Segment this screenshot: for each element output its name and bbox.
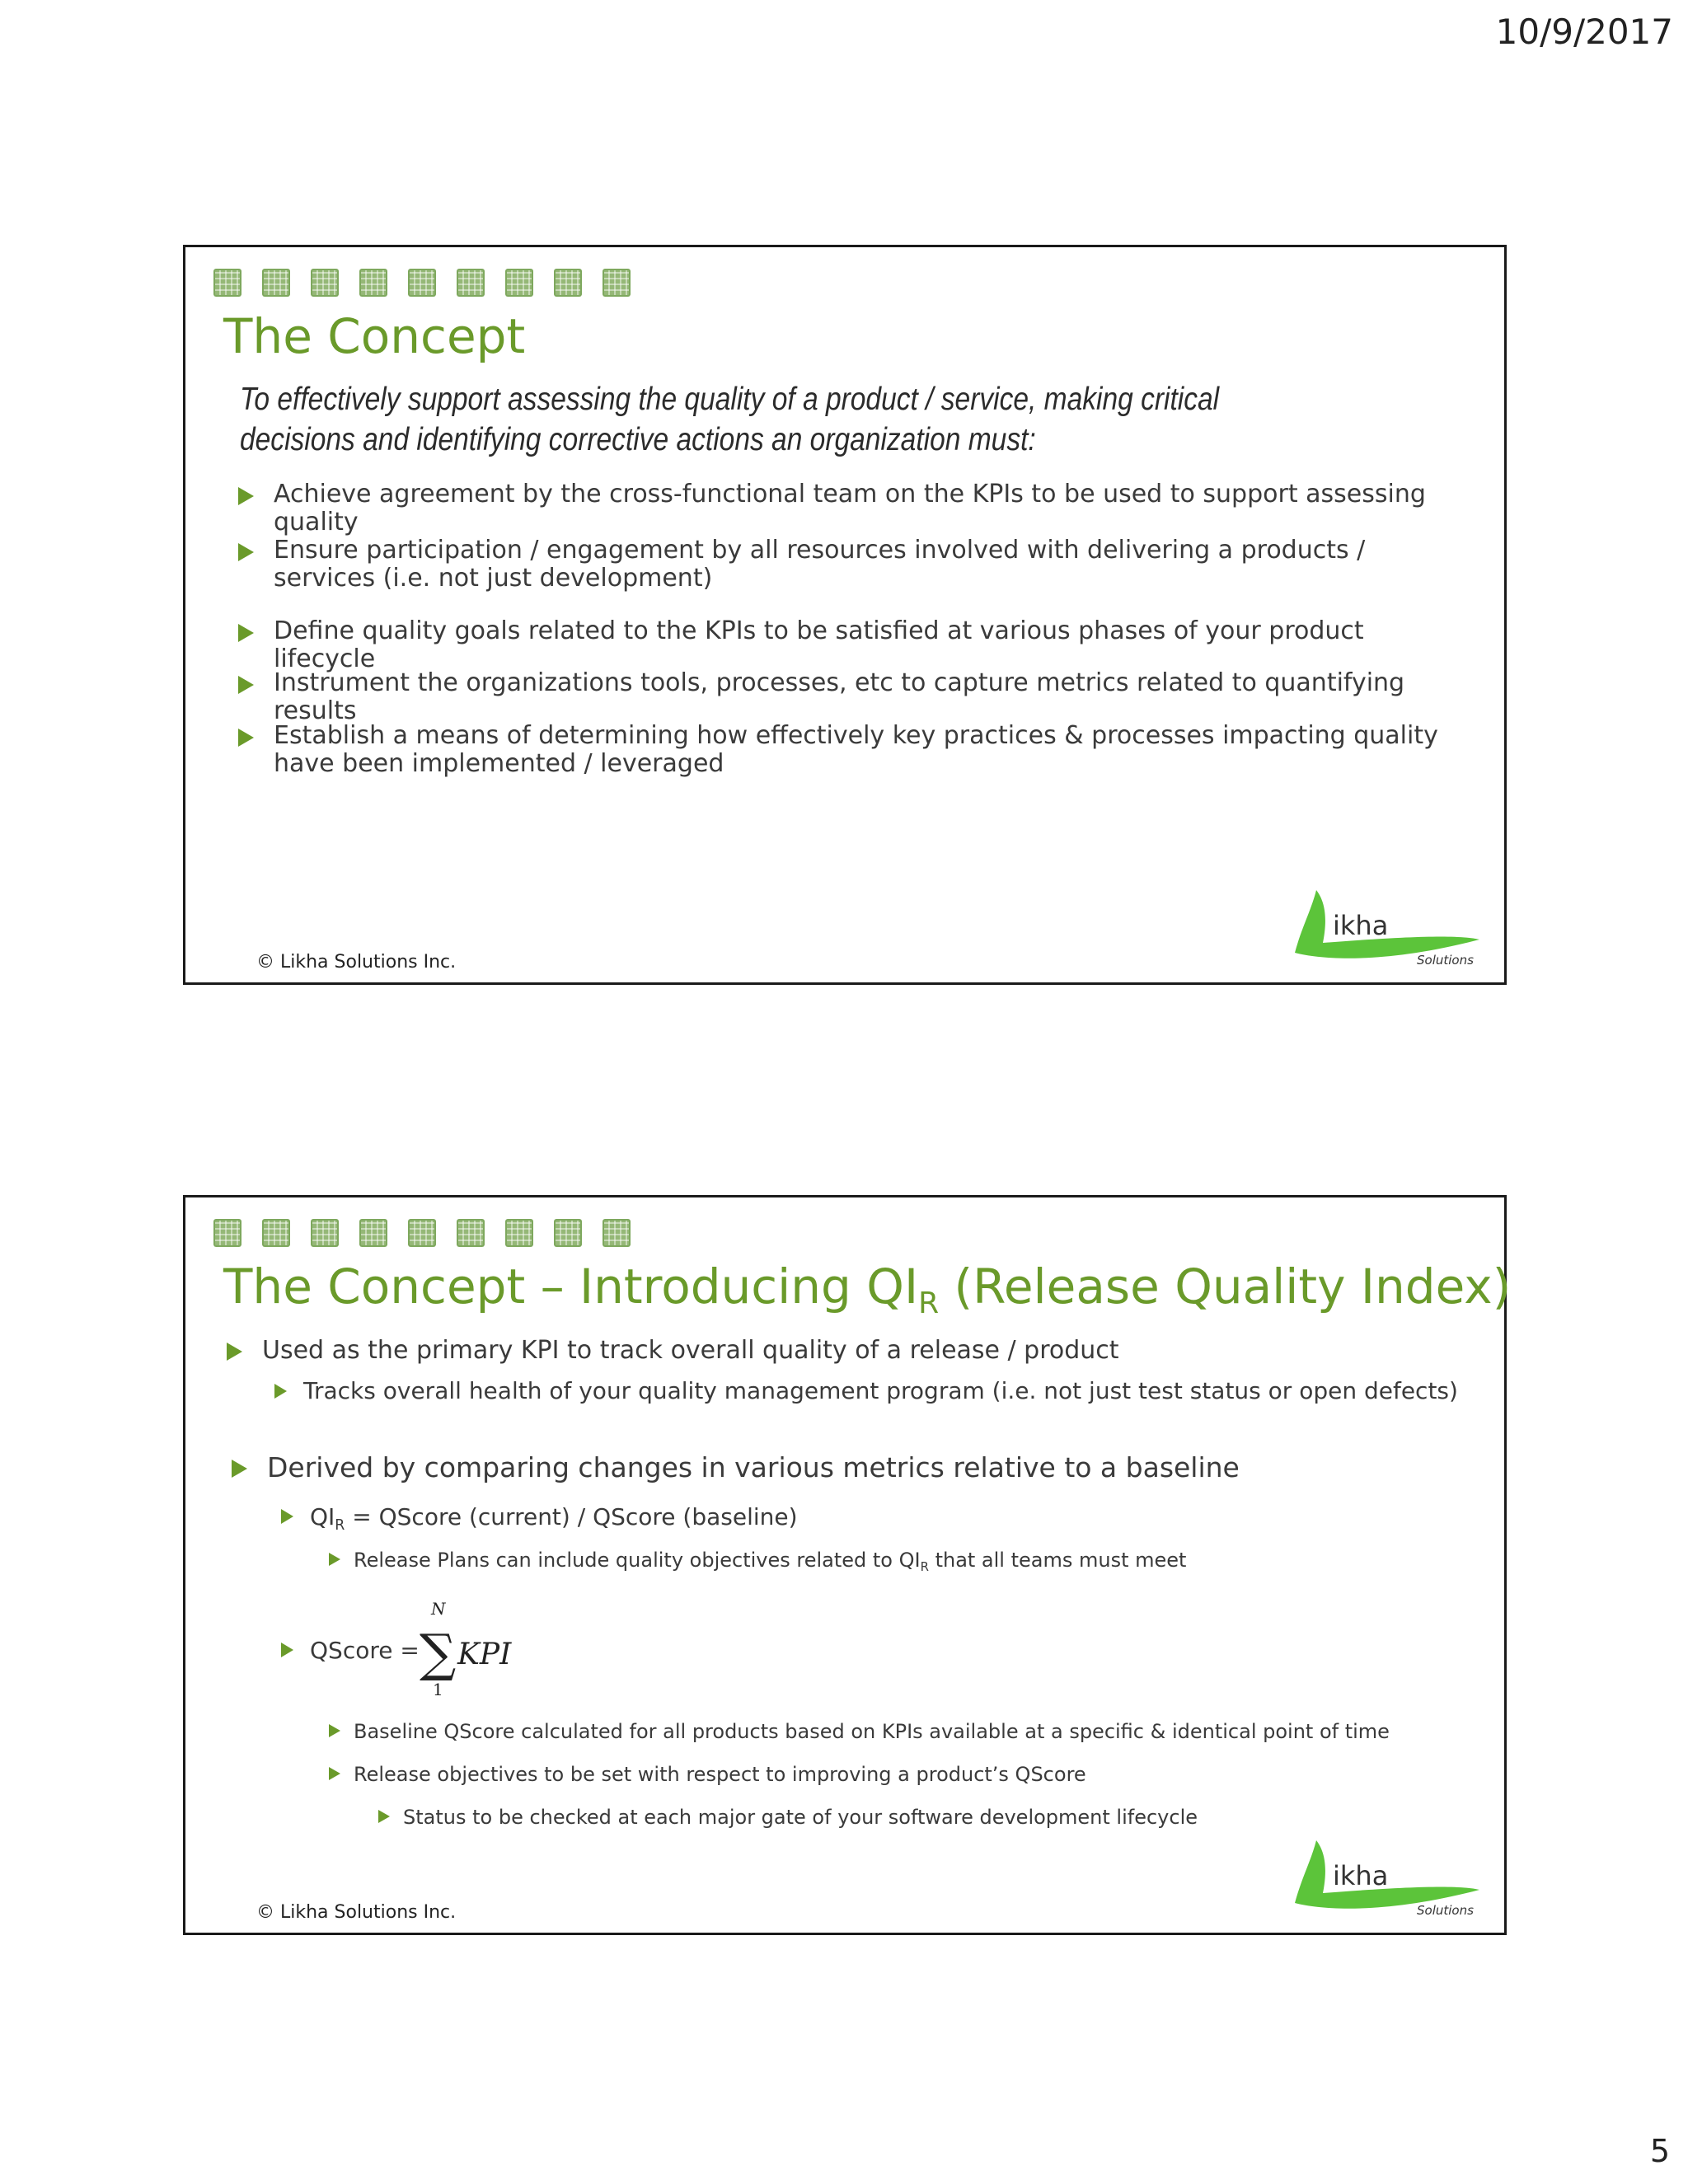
bullet-item: Tracks overall health of your quality management program (i.e. not just test status or open defects) [274,1377,1458,1405]
slide-title: The Concept – Introducing $QI_R$ (Release Quality Index) [223,1258,1512,1320]
triangle-bullet-icon [329,1724,340,1737]
triangle-bullet-icon [329,1767,340,1780]
triangle-bullet-icon [329,1553,340,1566]
triangle-bullet-icon [378,1810,390,1823]
grid-square-icon [554,269,582,297]
bullet-item: Release Plans can include quality objectives related to $QI_R$ that all teams must meet [329,1547,1186,1580]
likha-logo [1293,885,1483,968]
page-date: 10/9/2017 [1495,12,1673,52]
bullet-item: Establish a means of determining how effectively key practices & processes impacting quality have been implemented / leveraged [238,722,1450,778]
grid-square-icon [359,269,387,297]
triangle-bullet-icon [274,1384,287,1399]
grid-square-icon [408,269,436,297]
logo-subtext: Solutions [1417,953,1474,968]
grid-square-icon [213,269,241,297]
decorative-squares [213,1219,631,1247]
slide-2 [183,1195,1512,1935]
bullet-item: Achieve agreement by the cross-functional team on the KPIs to be used to support assessing quality [238,480,1450,537]
grid-square-icon [505,1219,533,1247]
bullet-item: Instrument the organizations tools, processes, etc to capture metrics related to quantifying results [238,669,1450,725]
bullet-item: QScore = [281,1636,420,1666]
grid-square-icon [359,1219,387,1247]
decorative-squares [213,269,631,297]
grid-square-icon [554,1219,582,1247]
bullet-item: Ensure participation / engagement by all resources involved with delivering a products / services (i.e. not just development) [238,537,1450,593]
slide-1 [183,245,1507,985]
logo-text: ikha [1333,1860,1389,1891]
grid-square-icon [311,269,339,297]
triangle-bullet-icon [281,1643,293,1657]
logo-subtext: Solutions [1417,1903,1474,1918]
triangle-bullet-icon [238,487,254,505]
bullet-item: Release objectives to be set with respect to improving a product’s QScore [329,1761,1086,1788]
sum-body: KPI [457,1638,512,1671]
intro-text: To effectively support assessing the quality of a product / service, making critical decisions and identifying corrective actions an organization must: [240,382,1220,457]
triangle-bullet-icon [238,624,254,642]
qscore-sum-formula [416,1601,548,1700]
bullet-item: Baseline QScore calculated for all products based on KPIs available at a specific & identical point of time [329,1718,1390,1745]
grid-square-icon [505,269,533,297]
triangle-bullet-icon [232,1460,247,1478]
grid-square-icon [213,1219,241,1247]
triangle-bullet-icon [238,543,254,561]
triangle-bullet-icon [281,1509,293,1524]
grid-square-icon [603,269,631,297]
bullet-item: Status to be checked at each major gate of your software development lifecycle [378,1804,1198,1830]
bullet-item: Derived by comparing changes in various metrics relative to a baseline [232,1451,1240,1484]
grid-square-icon [457,269,485,297]
triangle-bullet-icon [227,1343,242,1361]
bullet-item: Used as the primary KPI to track overall quality of a release / product [227,1336,1119,1366]
grid-square-icon [408,1219,436,1247]
bullet-item: Define quality goals related to the KPIs to be satisfied at various phases of your product lifecycle [238,617,1450,673]
grid-square-icon [311,1219,339,1247]
sigma-icon: ∑ [420,1623,457,1683]
triangle-bullet-icon [238,729,254,747]
grid-square-icon [262,1219,290,1247]
likha-logo [1293,1835,1483,1918]
triangle-bullet-icon [238,676,254,694]
bullet-item: $QI_R$ = QScore (current) / QScore (baseline) [281,1502,798,1540]
grid-square-icon [262,269,290,297]
grid-square-icon [603,1219,631,1247]
slide-title: The Concept [223,308,526,364]
copyright-footer: © Likha Solutions Inc. [256,952,457,972]
page-number: 5 [1649,2133,1670,2169]
sum-lower-limit: 1 [433,1680,443,1699]
logo-text: ikha [1333,910,1389,941]
sum-upper-limit: N [431,1601,446,1619]
copyright-footer: © Likha Solutions Inc. [256,1902,457,1923]
grid-square-icon [457,1219,485,1247]
